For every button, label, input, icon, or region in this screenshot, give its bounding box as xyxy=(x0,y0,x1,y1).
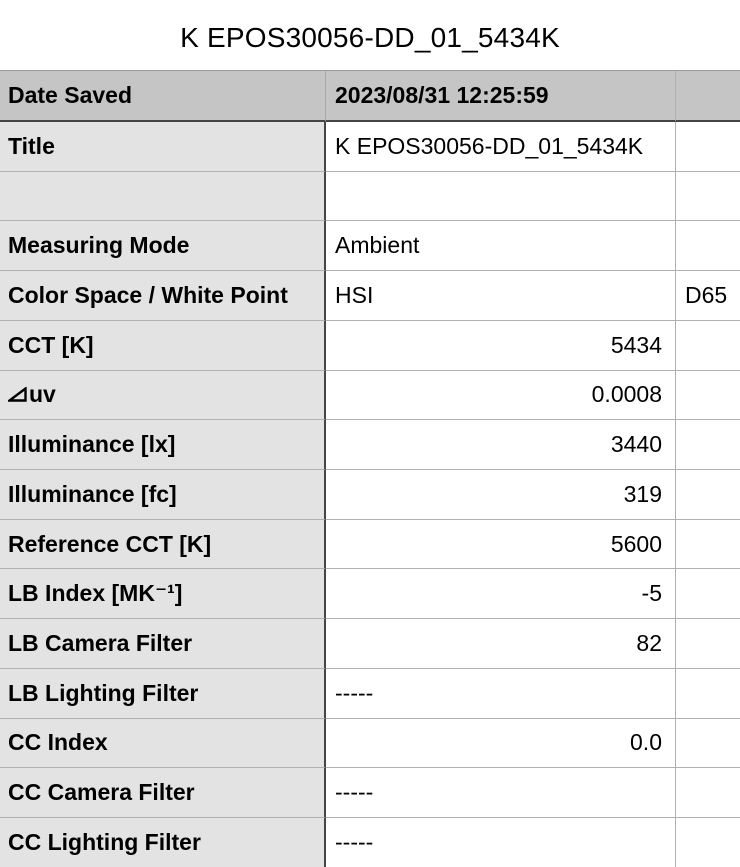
row-value: ----- xyxy=(326,669,676,719)
row-extra xyxy=(676,71,740,122)
measurement-data-table xyxy=(0,70,740,867)
row-label: LB Lighting Filter xyxy=(0,669,326,719)
row-label: Date Saved xyxy=(0,71,326,122)
row-value: 5600 xyxy=(326,520,676,570)
row-value: ----- xyxy=(326,768,676,818)
row-label: Reference CCT [K] xyxy=(0,520,326,570)
row-extra xyxy=(676,221,740,271)
row-extra xyxy=(676,520,740,570)
row-label: Illuminance [fc] xyxy=(0,470,326,520)
row-label: Color Space / White Point xyxy=(0,271,326,321)
row-value: Ambient xyxy=(326,221,676,271)
row-label xyxy=(0,172,326,222)
row-value: ----- xyxy=(326,818,676,867)
delta-triangle-icon xyxy=(8,387,27,402)
row-value: K EPOS30056-DD_01_5434K xyxy=(326,122,676,172)
row-label: Illuminance [lx] xyxy=(0,420,326,470)
row-extra xyxy=(676,719,740,769)
row-label: Title xyxy=(0,122,326,172)
row-extra xyxy=(676,321,740,371)
row-label: CC Lighting Filter xyxy=(0,818,326,867)
row-label xyxy=(0,371,326,421)
row-extra xyxy=(676,371,740,421)
row-value: 2023/08/31 12:25:59 xyxy=(326,71,676,122)
row-extra xyxy=(676,420,740,470)
row-extra xyxy=(676,818,740,867)
row-value: 5434 xyxy=(326,321,676,371)
row-value: 82 xyxy=(326,619,676,669)
row-label: LB Camera Filter xyxy=(0,619,326,669)
row-value: 3440 xyxy=(326,420,676,470)
row-label-text: uv xyxy=(29,381,56,408)
row-extra xyxy=(676,569,740,619)
row-label: LB Index [MK⁻¹] xyxy=(0,569,326,619)
row-extra xyxy=(676,669,740,719)
row-extra xyxy=(676,768,740,818)
page-title: K EPOS30056-DD_01_5434K xyxy=(180,22,560,53)
row-value: 0.0008 xyxy=(326,371,676,421)
row-label: CCT [K] xyxy=(0,321,326,371)
row-extra: D65 xyxy=(676,271,740,321)
row-value xyxy=(326,172,676,222)
row-extra xyxy=(676,470,740,520)
row-extra xyxy=(676,172,740,222)
row-value: -5 xyxy=(326,569,676,619)
row-value: HSI xyxy=(326,271,676,321)
row-label: Measuring Mode xyxy=(0,221,326,271)
row-label: CC Camera Filter xyxy=(0,768,326,818)
row-value: 319 xyxy=(326,470,676,520)
row-extra xyxy=(676,619,740,669)
row-value: 0.0 xyxy=(326,719,676,769)
row-extra xyxy=(676,122,740,172)
row-label: CC Index xyxy=(0,719,326,769)
